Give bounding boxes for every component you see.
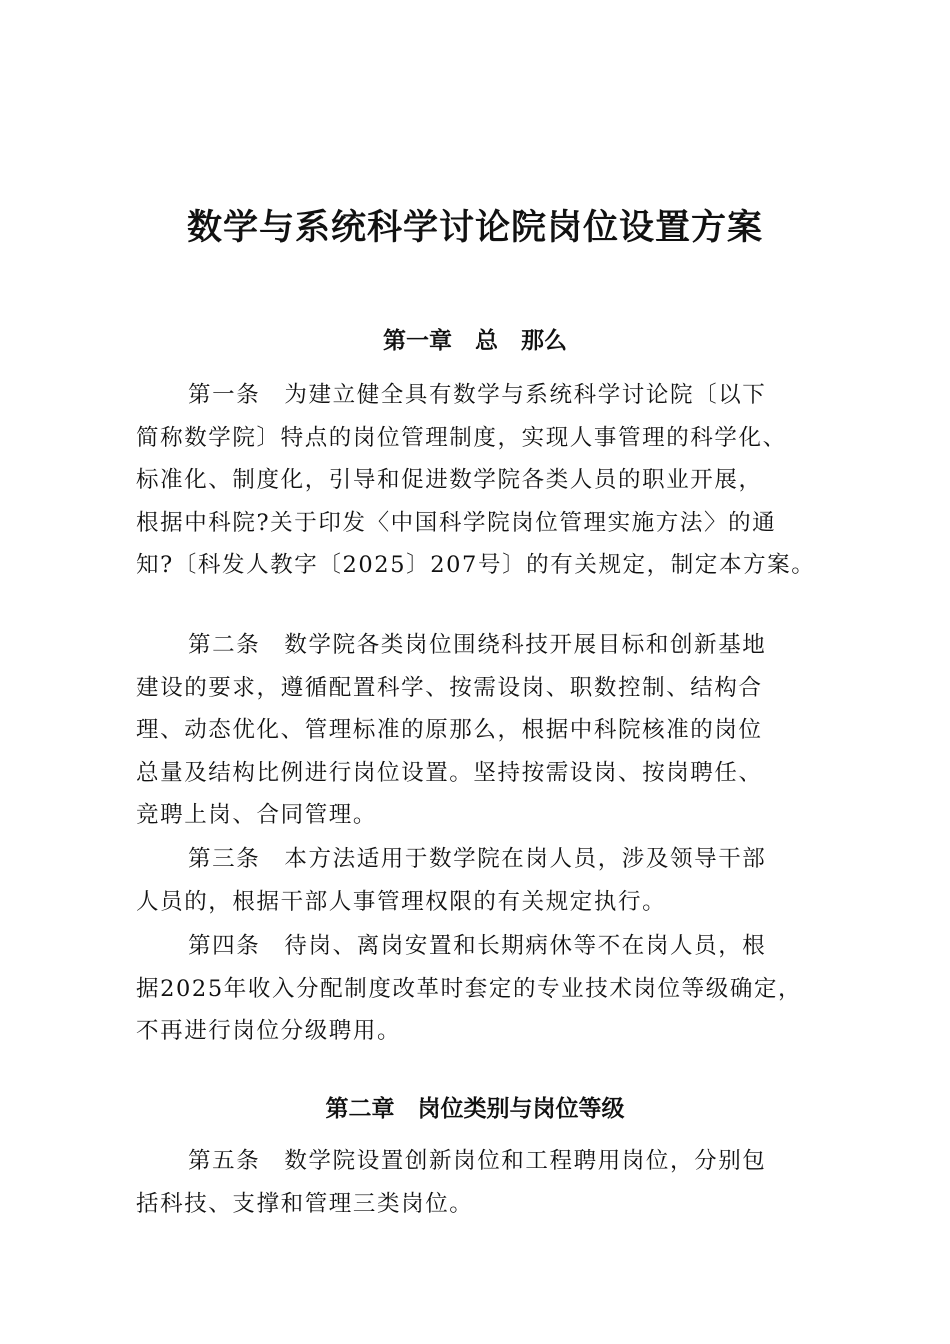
article-1 bbox=[136, 374, 826, 587]
article-5 bbox=[136, 1140, 826, 1225]
chapter-2-heading: 第二章 岗位类别与岗位等级 bbox=[325, 1096, 625, 1122]
article-line: 简称数学院〕特点的岗位管理制度，实现人事管理的科学化、 bbox=[136, 424, 787, 451]
article-line: 建设的要求，遵循配置科学、按需设岗、职数控制、结构合 bbox=[136, 674, 763, 701]
article-line: 竞聘上岗、合同管理。 bbox=[136, 802, 378, 828]
article-line: 第三条 本方法适用于数学院在岗人员，涉及领导干部 bbox=[188, 846, 767, 872]
article-line: 第四条 待岗、离岗安置和长期病休等不在岗人员，根 bbox=[188, 933, 767, 959]
article-line: 括科技、支撑和管理三类岗位。 bbox=[136, 1190, 474, 1217]
article-line: 理、动态优化、管理标准的原那么，根据中科院核准的岗位 bbox=[136, 717, 763, 743]
article-line: 不再进行岗位分级聘用。 bbox=[136, 1018, 402, 1044]
article-line: 知?〔科发人教字〔2025〕207号〕的有关规定，制定本方案。 bbox=[136, 552, 816, 578]
article-line: 第二条 数学院各类岗位围绕科技开展目标和创新基地 bbox=[188, 632, 767, 658]
article-line: 第一条 为建立健全具有数学与系统科学讨论院〔以下 bbox=[188, 382, 767, 408]
article-2 bbox=[136, 624, 826, 837]
article-line: 总量及结构比例进行岗位设置。坚持按需设岗、按岗聘任、 bbox=[136, 759, 763, 786]
article-line: 第五条 数学院设置创新岗位和工程聘用岗位，分别包 bbox=[188, 1148, 767, 1174]
article-line: 据2025年收入分配制度改革时套定的专业技术岗位等级确定， bbox=[136, 975, 803, 1002]
chapter-1-heading: 第一章 总 那么 bbox=[383, 328, 567, 354]
article-line: 标准化、制度化，引导和促进数学院各类人员的职业开展， bbox=[136, 467, 763, 493]
article-3 bbox=[136, 838, 826, 923]
article-4 bbox=[136, 925, 826, 1053]
document-title: 数学与系统科学讨论院岗位设置方案 bbox=[186, 208, 763, 248]
article-line: 根据中科院?关于印发〈中国科学院岗位管理实施方法〉的通 bbox=[136, 509, 777, 536]
article-line: 人员的，根据干部人事管理权限的有关规定执行。 bbox=[136, 888, 667, 915]
